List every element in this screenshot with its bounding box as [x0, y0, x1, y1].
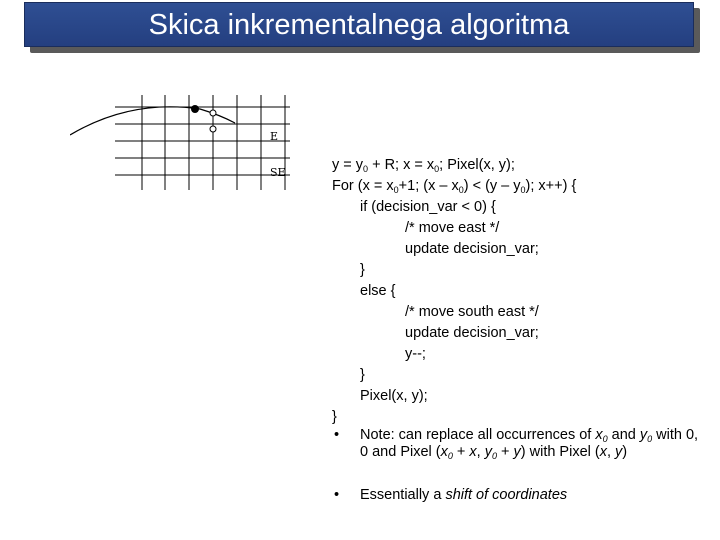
title-bar [24, 2, 694, 47]
bullet-list [332, 427, 702, 504]
slide-title: Skica inkrementalnega algoritma [148, 9, 570, 41]
label-se: SE [270, 166, 286, 179]
code-line: $y = y_0 + R$; $x = x_0$; Pixel(x, y); [332, 157, 515, 174]
code-line: update decision_var; [405, 241, 539, 257]
code-line: if (decision_var < 0) { [360, 199, 496, 215]
label-e: E [270, 130, 279, 143]
bullet-item-shift: • Essentially a shift of coordinates [334, 487, 568, 503]
east-candidate-circle [210, 110, 216, 116]
code-line: } [360, 262, 365, 278]
code-line: /* move south east */ [405, 304, 539, 320]
code-line: else { [360, 283, 396, 299]
code-line: For ($x = x_0+1$; $(x - x_0) < (y - y_0)$; x++) { [332, 178, 577, 195]
current-pixel-dot [191, 105, 199, 113]
code-line: } [332, 409, 337, 425]
code-line: update decision_var; [405, 325, 539, 341]
code-line: } [360, 367, 365, 383]
bullet-item-note: • Note: can replace all occurrences of $x_0$ and $y_0$ with 0, 0 and Pixel ($x_0 + x$, $y_0 + y$) with Pixel (x, y) [334, 427, 699, 461]
code-line: /* move east */ [405, 220, 500, 236]
southeast-candidate-circle [210, 126, 216, 132]
pseudocode-block [332, 155, 702, 428]
code-line: Pixel(x, y); [360, 388, 428, 404]
pixel-grid-diagram [70, 95, 310, 205]
bullet-icon: • [334, 427, 340, 443]
bullet-icon: • [334, 487, 340, 503]
code-line: y--; [405, 346, 426, 362]
